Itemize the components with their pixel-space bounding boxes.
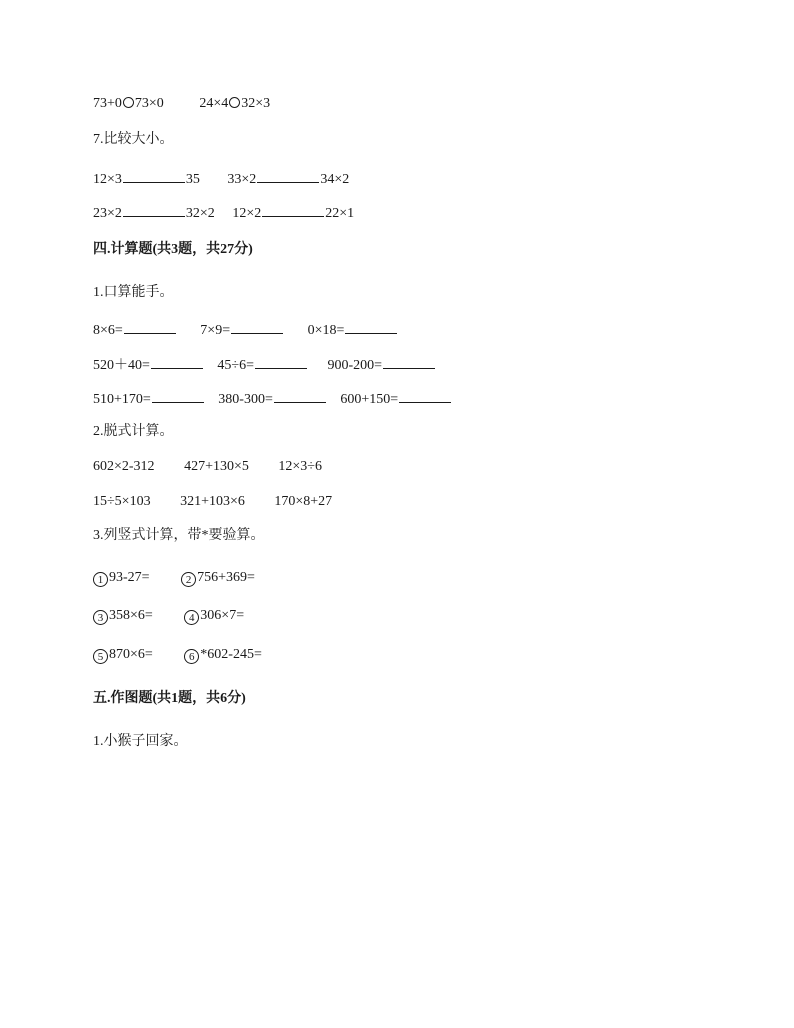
oral-expr: 45÷6= (217, 358, 254, 373)
q7-r2-a-right: 32×2 (185, 206, 215, 221)
q7-r1-a-left: 12×3 (93, 172, 122, 187)
q4-2-row-1 (93, 458, 322, 476)
vertical-expr: *602-245= (200, 647, 262, 662)
vertical-expr: 306×7= (200, 608, 245, 623)
answer-blank[interactable] (345, 319, 397, 334)
answer-blank[interactable] (151, 354, 203, 369)
compare-circle-blank[interactable] (229, 97, 240, 108)
answer-blank[interactable] (399, 388, 451, 403)
answer-blank[interactable] (152, 388, 204, 403)
stepwise-expr: 170×8+27 (274, 494, 333, 509)
q4-2-row-2 (93, 493, 332, 511)
answer-blank[interactable] (123, 168, 185, 183)
q7-title: 7.比较大小。 (93, 132, 174, 147)
circled-number: 4 (184, 610, 199, 625)
circled-number: 6 (184, 649, 199, 664)
section-4-heading: 四.计算题(共3题，共27分) (93, 242, 253, 257)
q4-1-row-2 (93, 354, 436, 375)
circled-number: 2 (181, 572, 196, 587)
stepwise-expr: 427+130×5 (184, 459, 249, 474)
q4-3-row-3 (93, 646, 262, 664)
compare-circle-blank[interactable] (123, 97, 134, 108)
oral-expr: 900-200= (327, 358, 383, 373)
answer-blank[interactable] (274, 388, 326, 403)
answer-blank[interactable] (124, 319, 176, 334)
oral-expr: 380-300= (218, 392, 273, 407)
answer-blank[interactable] (262, 202, 324, 217)
oral-expr: 520＋40= (93, 358, 150, 373)
compare-a-right: 73×0 (134, 96, 164, 111)
vertical-expr: 756+369= (197, 570, 255, 585)
stepwise-expr: 12×3÷6 (278, 459, 322, 474)
q7-r1-b-right: 34×2 (320, 172, 350, 187)
q7-r2-b-left: 12×2 (232, 206, 262, 221)
q5-1-title: 1.小猴子回家。 (93, 734, 188, 749)
q4-2-title: 2.脱式计算。 (93, 424, 174, 439)
compare-b-right: 32×3 (241, 96, 271, 111)
oral-expr: 0×18= (307, 323, 345, 338)
circled-number: 5 (93, 649, 108, 664)
q7-r2-b-right: 22×1 (325, 206, 355, 221)
q7-r1-a-right: 35 (185, 172, 200, 187)
answer-blank[interactable] (257, 168, 319, 183)
oral-expr: 600+150= (340, 392, 399, 407)
q4-3-row-1 (93, 569, 255, 587)
q7-row-1 (93, 168, 349, 189)
q4-1-title: 1.口算能手。 (93, 285, 174, 300)
oral-expr: 510+170= (93, 392, 151, 407)
stepwise-expr: 15÷5×103 (93, 494, 151, 509)
answer-blank[interactable] (123, 202, 185, 217)
section-5-heading: 五.作图题(共1题，共6分) (93, 691, 246, 706)
oral-expr: 7×9= (200, 323, 231, 338)
stepwise-expr: 321+103×6 (180, 494, 245, 509)
compare-row (93, 95, 270, 113)
compare-b-left: 24×4 (199, 96, 229, 111)
stepwise-expr: 602×2-312 (93, 459, 155, 474)
compare-a-left: 73+0 (93, 96, 122, 111)
q7-row-2 (93, 202, 354, 223)
answer-blank[interactable] (383, 354, 435, 369)
q7-r2-a-left: 23×2 (93, 206, 122, 221)
answer-blank[interactable] (255, 354, 307, 369)
circled-number: 1 (93, 572, 108, 587)
q4-3-row-2 (93, 607, 244, 625)
oral-expr: 8×6= (93, 323, 123, 338)
vertical-expr: 93-27= (109, 570, 150, 585)
q7-r1-b-left: 33×2 (227, 172, 257, 187)
q4-1-row-1 (93, 319, 398, 340)
circled-number: 3 (93, 610, 108, 625)
q4-1-row-3 (93, 388, 452, 409)
answer-blank[interactable] (231, 319, 283, 334)
vertical-expr: 358×6= (109, 608, 153, 623)
vertical-expr: 870×6= (109, 647, 153, 662)
q4-3-title: 3.列竖式计算，带*要验算。 (93, 528, 265, 543)
